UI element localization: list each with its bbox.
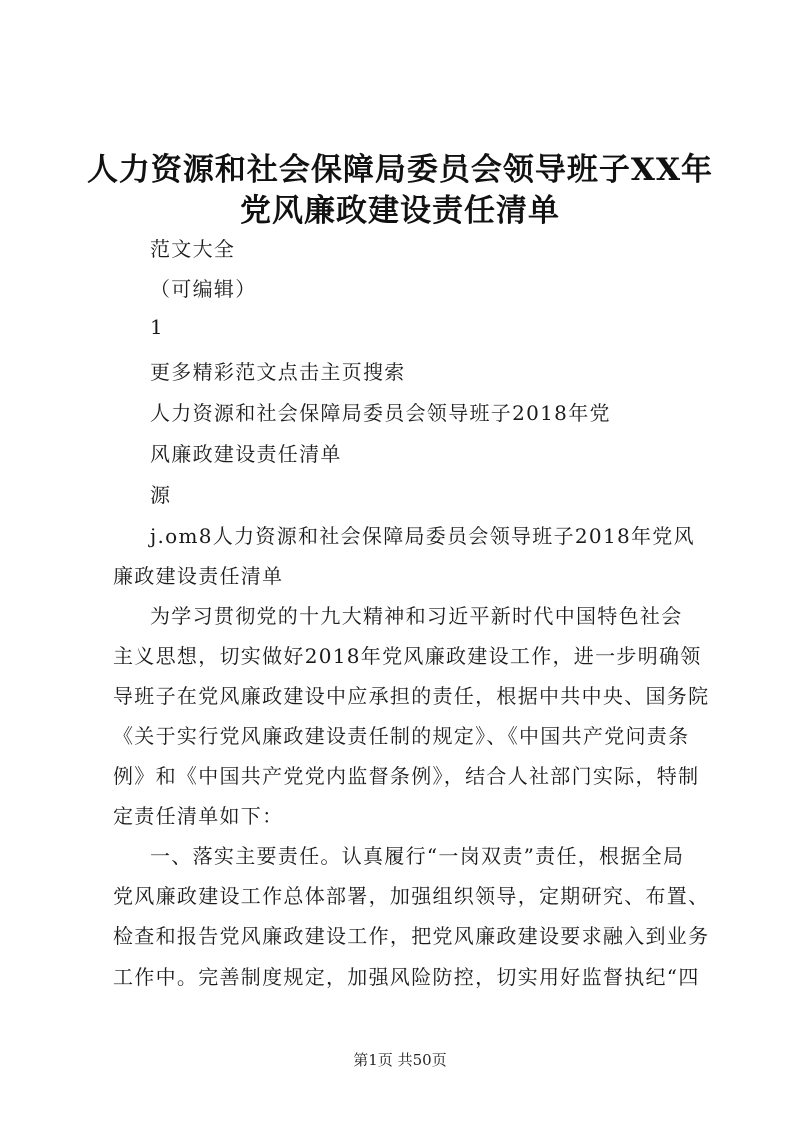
paragraph-line: 导班子在党风廉政建设中应承担的责任，根据中共中央、国务院 [113, 684, 710, 708]
document-title-line-2: 党风廉政建设责任清单 [240, 193, 560, 229]
paragraph-line: 一、落实主要责任。认真履行“一岗双责”责任，根据全局 [150, 844, 685, 868]
paragraph-line: 工作中。完善制度规定，加强风险防控，切实用好监督执纪“四 [113, 965, 700, 989]
paragraph-line: 检查和报告党风廉政建设工作，把党风廉政建设要求融入到业务 [113, 924, 710, 948]
paragraph-line: 廉政建设责任清单 [113, 564, 284, 588]
header-line-source: 源 [150, 483, 172, 507]
paragraph-line: 例》和《中国共产党党内监督条例》，结合人社部门实际，特制 [113, 764, 700, 788]
paragraph-line: 主义思想，切实做好2018年党风廉政建设工作，进一步明确领 [113, 644, 702, 668]
header-line-editable: （可编辑） [150, 277, 257, 301]
header-line-number: 1 [150, 315, 165, 339]
header-line-category: 范文大全 [150, 237, 236, 261]
paragraph-line: 为学习贯彻党的十九大精神和习近平新时代中国特色社会 [150, 604, 683, 628]
header-line-subtitle-2: 风廉政建设责任清单 [150, 442, 342, 466]
document-title-line-1: 人力资源和社会保障局委员会领导班子XX年 [86, 152, 714, 188]
paragraph-line: 定责任清单如下： [113, 804, 284, 828]
paragraph-line: j.om8人力资源和社会保障局委员会领导班子2018年党风 [150, 524, 695, 548]
paragraph-line: 党风廉政建设工作总体部署，加强组织领导，定期研究、布置、 [113, 884, 710, 908]
header-line-more: 更多精彩范文点击主页搜索 [150, 360, 406, 384]
page-number-footer: 第1页 共50页 [353, 1051, 447, 1069]
header-line-subtitle-1: 人力资源和社会保障局委员会领导班子2018年党 [150, 401, 611, 425]
paragraph-line: 《关于实行党风廉政建设责任制的规定》、《中国共产党问责条 [113, 724, 690, 748]
